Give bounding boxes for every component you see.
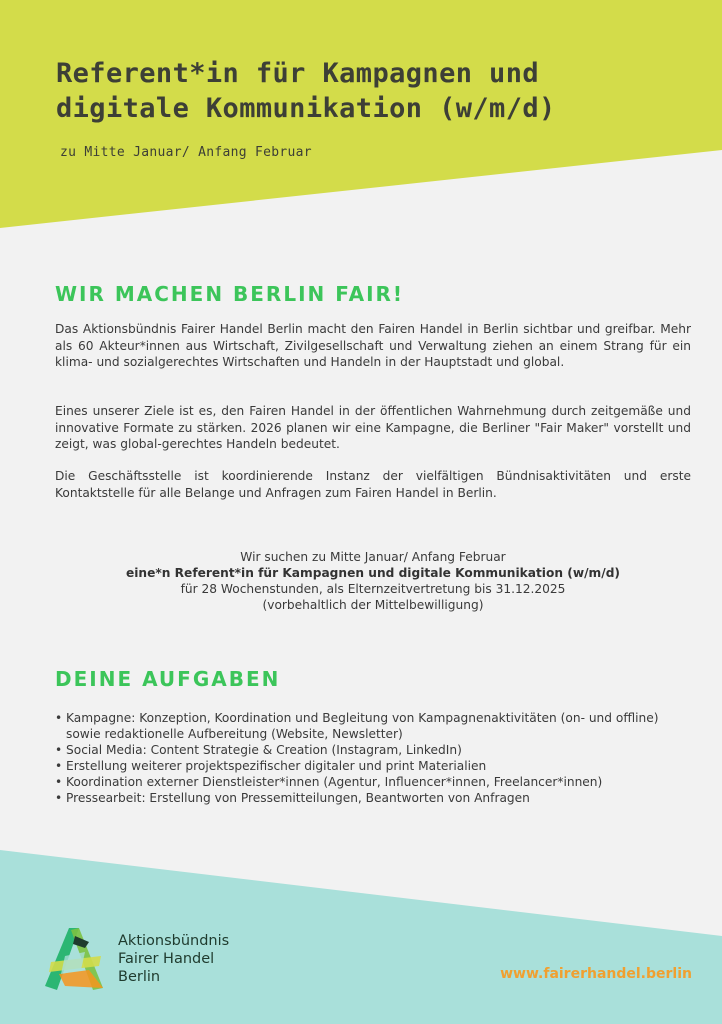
title-line-1: Referent*in für Kampagnen und — [56, 58, 540, 89]
section-heading-berlin: WIR MACHEN BERLIN FAIR! — [55, 282, 405, 306]
website-link[interactable]: www.fairerhandel.berlin — [500, 966, 692, 982]
title-line-2: digitale Kommunikation (w/m/d) — [56, 93, 556, 124]
search-line-3: für 28 Wochenstunden, als Elternzeitvertretung bis 31.12.2025 — [180, 582, 566, 596]
intro-paragraph-3: Die Geschäftsstelle ist koordinierende Instanz der vielfältigen Bündnisaktivitäten und erste Kontaktstelle für alle Belange und Anfragen zum Fairen Handel in Berlin. — [55, 469, 691, 500]
page-title — [56, 56, 696, 126]
logo-line-3: Berlin — [118, 969, 161, 985]
task-list — [55, 710, 695, 806]
list-item: • Erstellung weiterer projektspezifischer digitaler und print Materialien — [55, 758, 695, 774]
logo-line-2: Fairer Handel — [118, 951, 215, 967]
list-item: • Koordination externer Dienstleister*innen (Agentur, Influencer*innen, Freelancer*innen) — [55, 774, 695, 790]
list-item: • Social Media: Content Strategie & Creation (Instagram, LinkedIn) — [55, 742, 695, 758]
intro-paragraph-1: Das Aktionsbündnis Fairer Handel Berlin macht den Fairen Handel in Berlin sichtbar und greifbar. Mehr als 60 Akteur*innen aus Wirtschaft, Zivilgesellschaft und Verwaltung ziehen an einem Strang für ein klima- und sozialgerechtes Wirtschaften und Handeln in der Hauptstadt und global. — [55, 322, 691, 369]
page-subtitle: zu Mitte Januar/ Anfang Februar — [60, 145, 312, 160]
logo-wordmark — [118, 932, 229, 986]
list-item: • Kampagne: Konzeption, Koordination und Begleitung von Kampagnenaktivitäten (on- und offline) sowie redaktionelle Aufbereitung (Website, Newsletter) — [55, 710, 695, 742]
logo-line-1: Aktionsbündnis — [118, 933, 230, 949]
search-line-2: eine*n Referent*in für Kampagnen und digitale Kommunikation (w/m/d) — [125, 566, 621, 580]
list-item: • Pressearbeit: Erstellung von Pressemitteilungen, Beantworten von Anfragen — [55, 790, 695, 806]
logo-icon — [45, 926, 105, 992]
footer-band — [0, 850, 722, 1024]
search-line-4: (vorbehaltlich der Mittelbewilligung) — [262, 598, 484, 612]
search-line-1: Wir suchen zu Mitte Januar/ Anfang Februar — [240, 550, 506, 564]
section-heading-tasks: DEINE AUFGABEN — [55, 667, 281, 691]
position-summary — [55, 549, 691, 613]
intro-paragraph-2: Eines unserer Ziele ist es, den Fairen Handel in der öffentlichen Wahrnehmung durch zeitgemäße und innovative Formate zu stärken. 2026 planen wir eine Kampagne, die Berliner "Fair Maker" vorstellt und zeigt, was global-gerechtes Handeln bedeutet. — [55, 404, 691, 451]
